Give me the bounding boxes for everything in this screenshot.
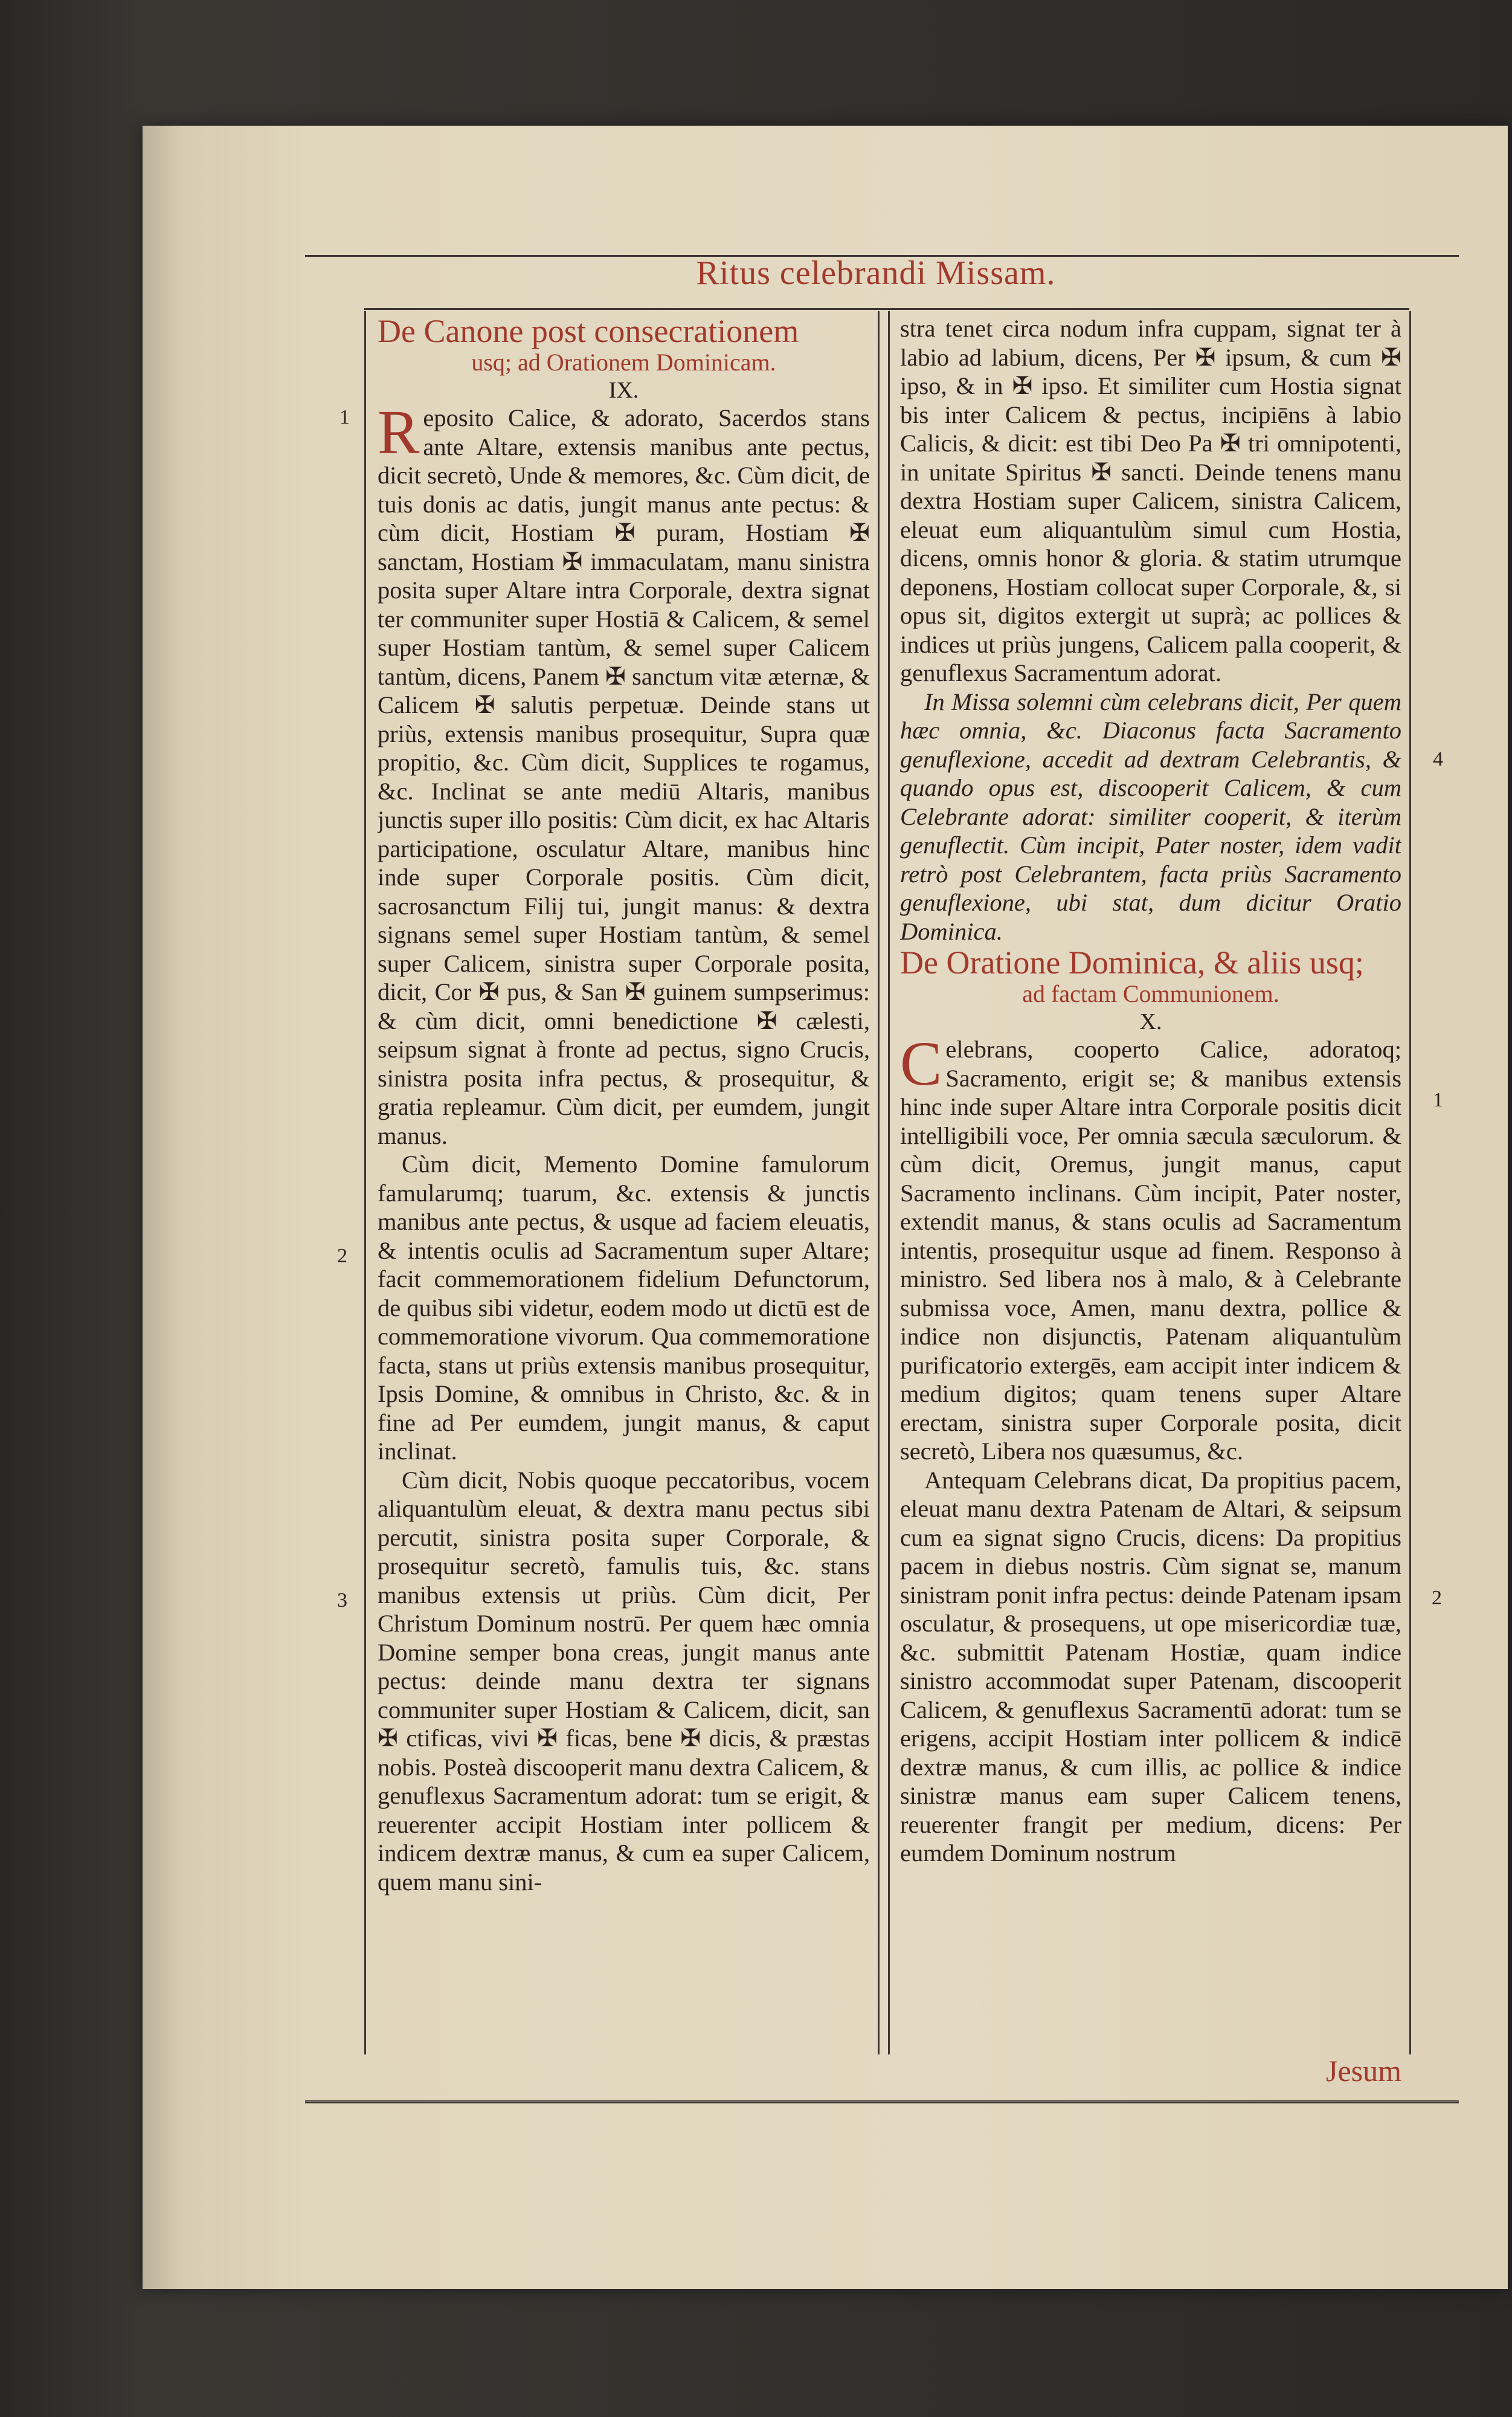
paragraph: Antequam Celebrans dicat, Da propitius pacem, eleuat manu dextra Patenam de Altari, & seipsum cum ea signat signo Crucis, dicens: Da propitius pacem in diebus nostris. Cùm signat se, manum sinistram ponit infra pectus: deinde Patenam ipsam osculatur, & prosequens, ut ope misericordiæ tuæ, &c. submittit Patenam Hostiæ, quam indice sinistro accommodat super Patenam, discooperit Calicem, & genuflexus Sacramentū adorat: tum se erigens, accipit Hostiam inter pollicem & indicē dextræ manus, & cum illis, ac pollice & indice sinistræ manus eam super Calicem tenens, reuerenter frangit per medium, dicens: Per eumdem Dominum nostrum — [900, 1466, 1401, 1867]
margin-number: 1 — [1433, 1089, 1443, 1111]
drop-cap: R — [378, 398, 420, 467]
right-column-rule — [1409, 311, 1411, 2054]
margin-number: 1 — [339, 406, 350, 428]
right-column — [900, 314, 1401, 2054]
section-number: IX. — [608, 378, 639, 403]
rubric-paragraph: In Missa solemni cùm celebrans dicit, Per quem hæc omnia, &c. Diaconus facta Sacramento genuflexione, accedit ad dextram Celebrantis, & quando opus est, discooperit Calicem, & cum Celebrante adorat: similiter cooperit, & iterùm genuflectit. Cùm incipit, Pater noster, idem vadit retrò post Celebrantem, facta priùs Sacramento genuflexione, ubi stat, dum dicitur Oratio Dominica. — [900, 688, 1401, 945]
section-subtitle: ad factam Communionem. — [1022, 980, 1279, 1007]
center-rule-a — [878, 311, 880, 2054]
margin-number: 2 — [337, 1245, 347, 1267]
page-frame-bottom — [305, 2100, 1459, 2103]
paragraph: Cùm dicit, Nobis quoque peccatoribus, vocem aliquantulùm eleuat, & dextra manu pectus sibi percutit, sinistra posita super Corporale, & prosequitur secretò, famulis tuis, &c. stans manibus extensis ut priùs. Cùm dicit, Per Christum Dominum nostrū. Per quem hæc omnia Domine semper bona creas, jungit manus ante pectus: deinde manu dextra ter signans communiter super Hostiam & Calicem, dicit, san ✠ ctificas, vivi ✠ ficas, bene ✠ dicis, & præstas nobis. Posteà discooperit manu dextra Calicem, & genuflexus Sacramentum adorat: tum se erigit, & reuerenter accipit Hostiam inter pollicem & indicem dextræ manus, & cum ea super Calicem, quem manu sini- — [378, 1466, 870, 1896]
margin-number: 3 — [337, 1589, 347, 1612]
section-title: De Oratione Dominica, & aliis usq; — [900, 944, 1364, 981]
drop-cap: C — [900, 1029, 942, 1099]
left-column — [378, 314, 870, 2054]
left-column-rule — [364, 311, 366, 2054]
section-title: De Canone post consecrationem — [378, 314, 799, 349]
running-head: Ritus celebrandi Missam. — [696, 254, 1056, 292]
paragraph: stra tenet circa nodum infra cuppam, signat ter à labio ad labium, dicens, Per ✠ ipsum, & cum ✠ ipso, & in ✠ ipso. Et similiter cum Hostia signat bis inter Calicem & pectus, incipiēns à labio Calicis, & dicit: est tibi Deo Pa ✠ tri omnipotenti, in unitate Spiritus ✠ sancti. Deinde tenens manu dextra Hostiam super Calicem, sinistra Calicem, eleuat eum aliquantulùm simul cum Hostia, dicens, omnis honor & gloria. & statim utrumque deponens, Hostiam collocat super Corporale, &, si opus sit, digitos extergit ut suprà; ac pollices & indices ut priùs jungens, Calicem palla cooperit, & genuflexus Sacramentum adorat. — [900, 315, 1401, 686]
paragraph — [900, 1029, 1401, 1466]
paragraph — [378, 398, 870, 1150]
paragraph: Cùm dicit, Memento Domine famulorum famularumq; tuarum, &c. extensis & junctis manibus ante pectus, & usque ad faciem eleuatis, & intentis oculis ad Sacramentum super Altare; facit commemorationem fidelium Defunctorum, de quibus sibi videtur, eodem modo ut dictū est de commemoratione vivorum. Qua commemoratione facta, stans ut priùs extensis manibus prosequitur, Ipsis Domine, & omnibus in Christo, &c. & in fine ad Per eumdem, jungit manus, & caput inclinat. — [378, 1150, 870, 1465]
paragraph-text: eposito Calice, & adorato, Sacerdos stans ante Altare, extensis manibus ante pectus, dicit secretò, Unde & memores, &c. Cùm dicit, de tuis donis ac datis, jungit manus ante pectus: & cùm dicit, Hostiam ✠ puram, Hostiam ✠ sanctam, Hostiam ✠ immaculatam, manu sinistra posita super Altare intra Corporale, dextra signat ter communiter super Hostiā & Calicem, & semel super Hostiam tantùm, & semel super Calicem tantùm, dicens, Panem ✠ sanctum vitæ æternæ, & Calicem ✠ salutis perpetuæ. Deinde stans ut priùs, extensis manibus prosequitur, Supra quæ propitio, &c. Cùm dicit, Supplices te rogamus, &c. Inclinat se ante mediū Altaris, manibus junctis super illo positis: Cùm dicit, ex hac Altaris participatione, osculatur Altare, manibus hinc inde super Corporale positis. Cùm dicit, sacrosanctum Filij tui, jungit manus: & dextra signans semel super Hostiam tantùm, & semel super Calicem, sinistra super Corporale posita, dicit, Cor ✠ pus, & San ✠ guinem sumpserimus: & cùm dicit, omni benedictione ✠ cælesti, seipsum signat à fronte ad pectus, signo Crucis, sinistra posita infra pectus, & prosequitur, & gratia repleamur. Cùm dicit, per eumdem, jungit manus. — [378, 404, 870, 1149]
center-rule-b — [888, 311, 890, 2054]
section-number: X. — [1139, 1009, 1162, 1034]
margin-number: 2 — [1432, 1587, 1442, 1609]
section-subtitle: usq; ad Orationem Dominicam. — [471, 349, 776, 376]
column-top-rule — [364, 308, 1409, 310]
margin-number: 4 — [1433, 748, 1443, 770]
catchword: Jesum — [1326, 2054, 1401, 2088]
paragraph-text: elebrans, cooperto Calice, adoratoq; Sacramento, erigit se; & manibus extensis hinc inde super Altare intra Corporale positis dicit intelligibili voce, Per omnia sæcula sæculorum. & cùm dicit, Oremus, jungit manus, caput Sacramento inclinans. Cùm incipit, Pater noster, extendit manus, & stans oculis ad Sacramentum intentis, prosequitur usque ad finem. Responso à ministro. Sed libera nos à malo, & à Celebrante submissa voce, Amen, manu dextra, pollice & indice non disjunctis, Patenam aliquantulùm purificatorio extergēs, eam accipit inter indicem & medium digitos; quam tenens super Altare erectam, sinistra super Corporale posita, dicit secretò, Libera nos quæsumus, &c. — [900, 1036, 1401, 1465]
